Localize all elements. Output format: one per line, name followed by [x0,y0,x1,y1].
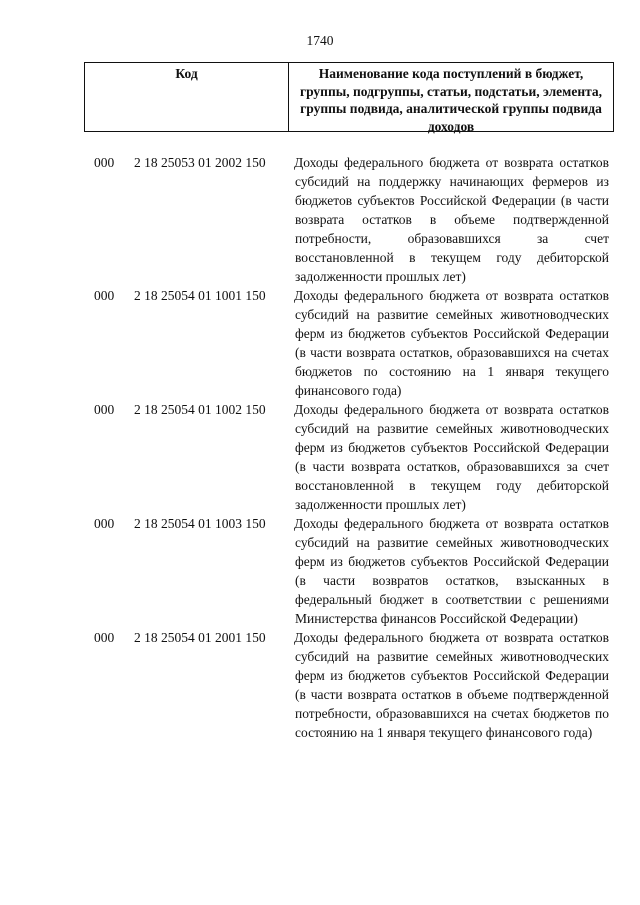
table-row [94,286,609,400]
revenue-code: 2 18 25053 01 2002 150 [134,155,266,170]
header-code: Код [85,63,289,131]
admin-code: 000 [94,630,115,645]
revenue-description: Доходы федерального бюджета от возврата остатков субсидий на поддержку начинающих фермеров из бюджетов субъектов Российской Федерации (в части возврата остатков в объеме подтвержденной потребности, образовавшихся за счет восстановленной в текущем году дебиторской задолженности прошлых лет) [294,155,609,284]
revenue-description: Доходы федерального бюджета от возврата остатков субсидий на развитие семейных животноводческих ферм из бюджетов субъектов Российской Федерации (в части возврата остатков в объеме подтвержденной потребности, образовавшихся на счетах бюджетов по состоянию на 1 января текущего финансового года) [294,630,609,740]
revenue-description: Доходы федерального бюджета от возврата остатков субсидий на развитие семейных животноводческих ферм из бюджетов субъектов Российской Федерации (в части возвратов остатков, взысканных в федеральный бюджет в соответствии с решениями Министерства финансов Российской Федерации) [294,516,609,626]
table-body [94,153,609,742]
revenue-description: Доходы федерального бюджета от возврата остатков субсидий на развитие семейных животноводческих ферм из бюджетов субъектов Российской Федерации (в части возврата остатков, образовавшихся за счет восстановленной в текущем году дебиторской задолженности прошлых лет) [294,402,609,512]
table-row [94,400,609,514]
header-name: Наименование кода поступлений в бюджет, группы, подгруппы, статьи, подстатьи, элемента, группы подвида, аналитической группы подвида доходов [299,66,603,134]
admin-code: 000 [94,402,115,417]
table-row [94,628,609,742]
revenue-code: 2 18 25054 01 1003 150 [134,516,266,531]
table-header [84,62,614,132]
revenue-code: 2 18 25054 01 2001 150 [134,630,266,645]
table-row [94,514,609,628]
admin-code: 000 [94,155,115,170]
admin-code: 000 [94,288,115,303]
revenue-code: 2 18 25054 01 1002 150 [134,402,266,417]
page-number: 1740 [306,33,334,48]
table-row [94,153,609,286]
revenue-code: 2 18 25054 01 1001 150 [134,288,266,303]
revenue-description: Доходы федерального бюджета от возврата остатков субсидий на развитие семейных животноводческих ферм из бюджетов субъектов Российской Федерации (в части возврата остатков, образовавшихся на счетах бюджетов по состоянию на 1 января текущего финансового года) [294,288,609,398]
admin-code: 000 [94,516,115,531]
